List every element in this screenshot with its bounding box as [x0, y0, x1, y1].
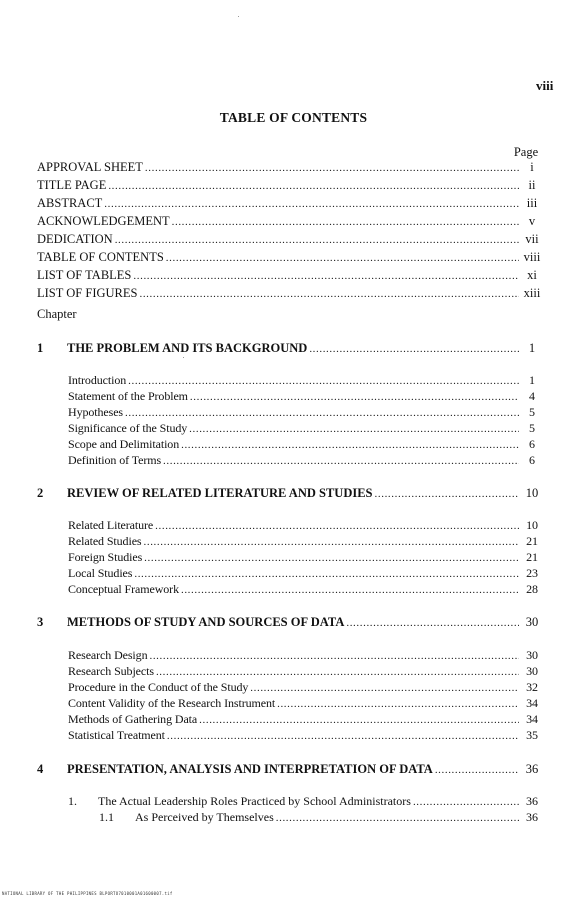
toc-entry-table-of-contents: TABLE OF CONTENTS ..... viii — [37, 250, 543, 265]
chapter-label: Chapter — [37, 307, 77, 321]
toc-section: Foreign Studies ..... 21 — [68, 550, 543, 565]
toc-chapter-1: 1 THE PROBLEM AND ITS BACKGROUND ..... 1 — [37, 341, 543, 356]
toc-section: Scope and Delimitation ..... 6 — [68, 437, 543, 452]
page-title: TABLE OF CONTENTS — [219, 110, 368, 125]
toc-entry-abstract: ABSTRACT ..... iii — [37, 196, 543, 211]
toc-section: Statistical Treatment ..... 35 — [68, 728, 543, 743]
toc-entry-acknowledgement: ACKNOWLEDGEMENT ..... v — [37, 214, 543, 229]
toc-subitem: 1.1 As Perceived by Themselves ..... 36 — [99, 810, 543, 825]
toc-section: Research Design ..... 30 — [68, 648, 543, 663]
toc-section: Related Studies ..... 21 — [68, 534, 543, 549]
toc-item: 1. The Actual Leadership Roles Practiced by School Administrators ..... 36 — [68, 794, 543, 809]
toc-chapter-3: 3 METHODS OF STUDY AND SOURCES OF DATA ..... 30 — [37, 615, 543, 630]
toc-section: Definition of Terms ..... 6 — [68, 453, 543, 468]
toc-entry-approval-sheet: APPROVAL SHEET ..... i — [37, 160, 543, 175]
toc-section: Procedure in the Conduct of the Study ..... 32 — [68, 680, 543, 695]
toc-section: Introduction ..... 1 — [68, 373, 543, 388]
toc-section: Methods of Gathering Data ..... 34 — [68, 712, 543, 727]
toc-section: Conceptual Framework ..... 28 — [68, 582, 543, 597]
scan-footer: NATIONAL LIBRARY OF THE PHILIPPINES BLPORTO7010001A01600007.tif — [2, 891, 173, 896]
toc-section: Local Studies ..... 23 — [68, 566, 543, 581]
scan-speck — [183, 357, 184, 358]
toc-chapter-4: 4 PRESENTATION, ANALYSIS AND INTERPRETATION OF DATA ..... 36 — [37, 762, 543, 777]
scan-speck — [238, 16, 239, 17]
toc-entry-dedication: DEDICATION ..... vii — [37, 232, 543, 247]
toc-section: Statement of the Problem ..... 4 — [68, 389, 543, 404]
toc-section: Significance of the Study ..... 5 — [68, 421, 543, 436]
toc-chapter-2: 2 REVIEW OF RELATED LITERATURE AND STUDIES ..... 10 — [37, 486, 543, 501]
toc-section: Content Validity of the Research Instrument ..... 34 — [68, 696, 543, 711]
toc-section: Research Subjects ..... 30 — [68, 664, 543, 679]
page-column-header: Page — [513, 145, 539, 159]
toc-entry-list-of-figures: LIST OF FIGURES ..... xiii — [37, 286, 543, 301]
toc-section: Related Literature ..... 10 — [68, 518, 543, 533]
page-number: viii — [536, 78, 554, 93]
toc-entry-title-page: TITLE PAGE ..... ii — [37, 178, 543, 193]
toc-entry-list-of-tables: LIST OF TABLES ..... xi — [37, 268, 543, 283]
toc-section: Hypotheses ..... 5 — [68, 405, 543, 420]
